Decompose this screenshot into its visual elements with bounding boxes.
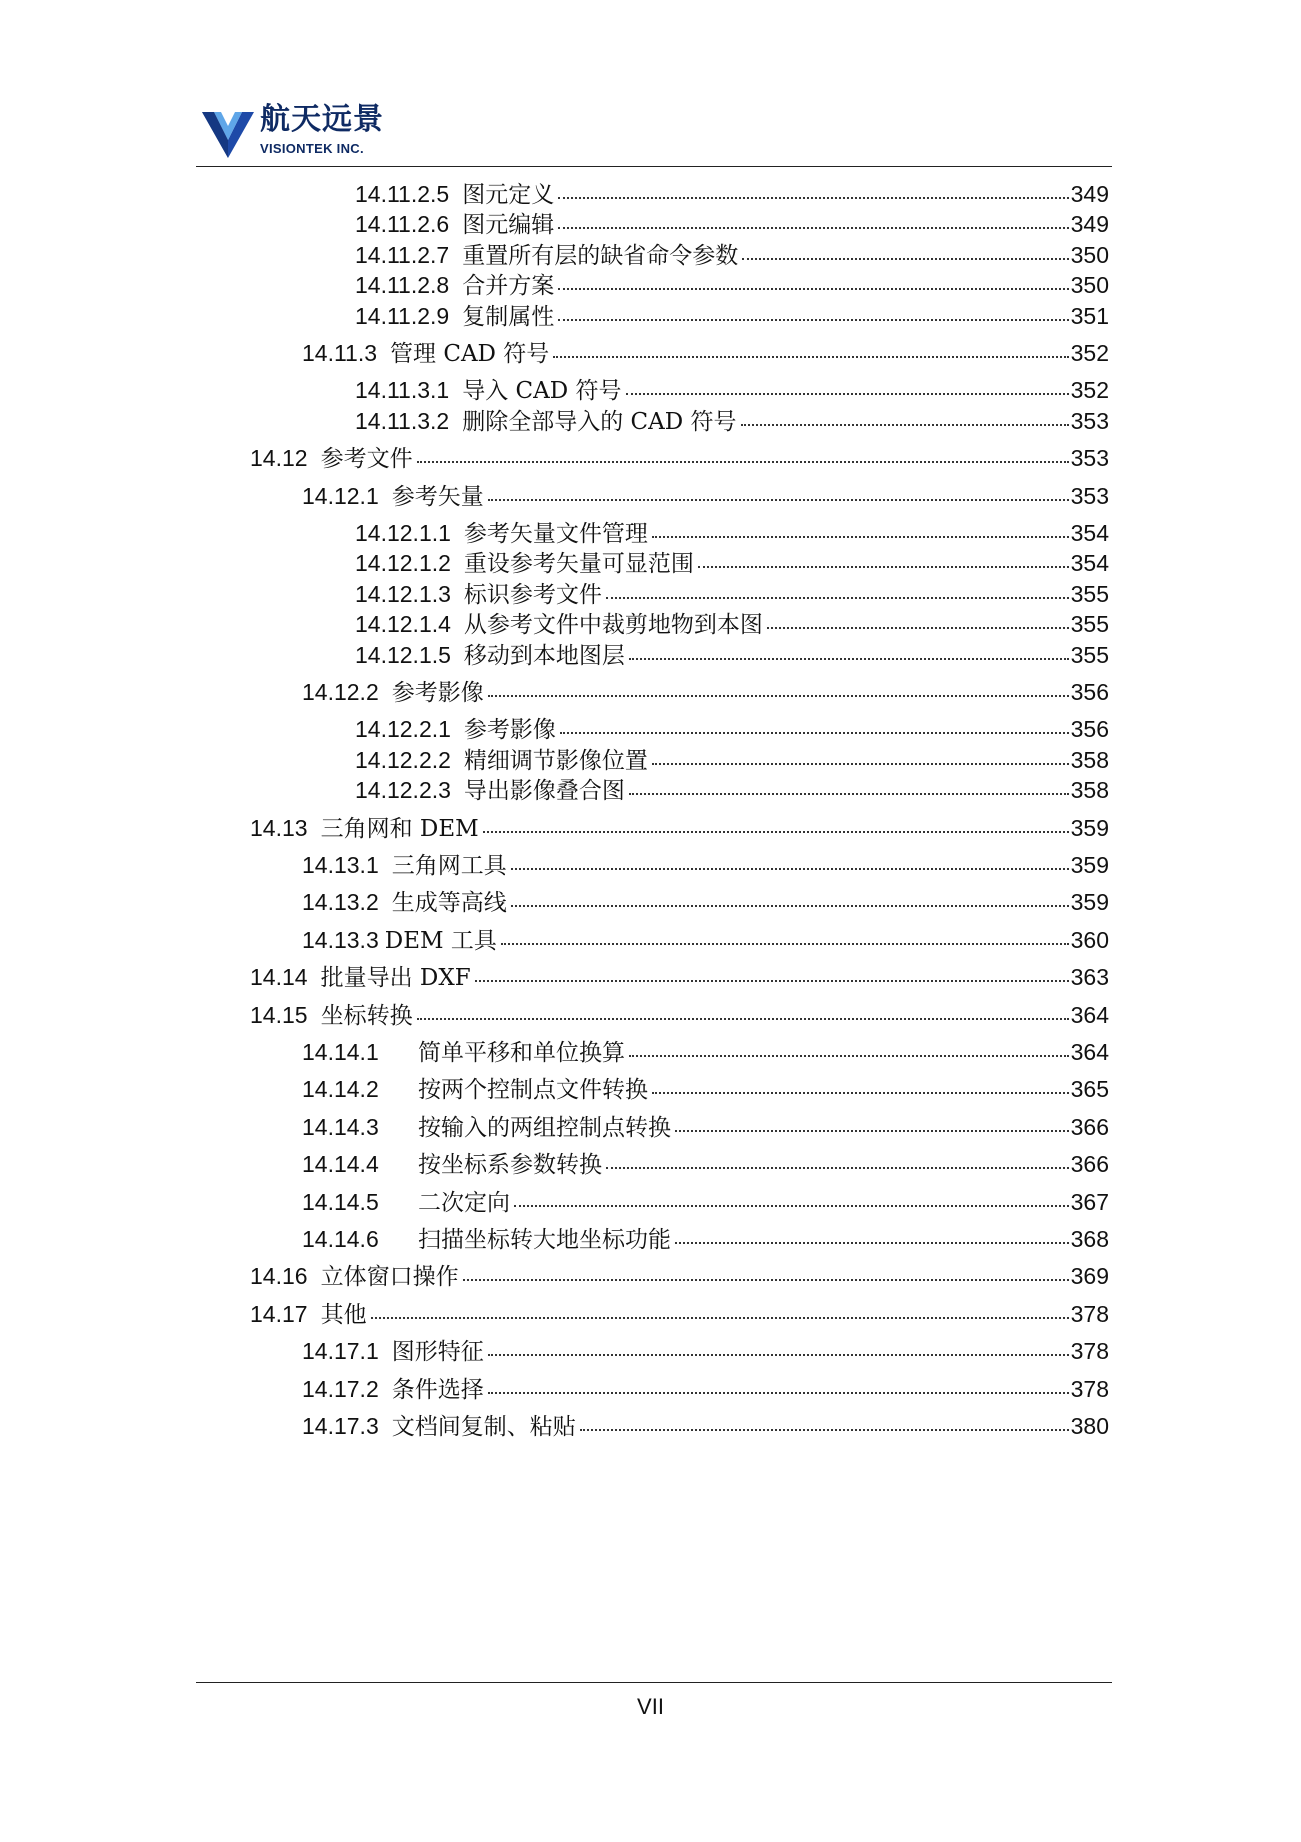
toc-entry-title: 参考文件 bbox=[320, 446, 413, 473]
toc-entry-number: 14.17.3 bbox=[302, 1413, 379, 1439]
toc-dot-leader bbox=[606, 597, 1069, 599]
toc-entry[interactable] bbox=[302, 674, 1109, 704]
toc-entry-page: 359 bbox=[1070, 852, 1109, 878]
toc-entry[interactable] bbox=[355, 403, 1109, 433]
toc-entry-title: 坐标转换 bbox=[320, 1002, 413, 1029]
toc-entry-title: 合并方案 bbox=[462, 273, 555, 300]
toc-entry[interactable] bbox=[302, 847, 1109, 877]
toc-entry[interactable] bbox=[355, 637, 1109, 667]
toc-dot-leader bbox=[675, 1130, 1069, 1132]
toc-dot-leader bbox=[558, 197, 1068, 199]
toc-dot-leader bbox=[767, 627, 1069, 629]
toc-entry-page: 350 bbox=[1070, 272, 1109, 299]
toc-entry-page: 355 bbox=[1070, 611, 1109, 638]
toc-entry[interactable] bbox=[250, 1258, 1109, 1291]
toc-entry-page: 352 bbox=[1070, 340, 1109, 366]
toc-dot-leader bbox=[742, 258, 1068, 260]
toc-dot-leader bbox=[553, 356, 1068, 358]
toc-entry-number: 14.14.4 bbox=[302, 1151, 379, 1178]
toc-entry[interactable] bbox=[355, 298, 1109, 328]
toc-entry[interactable] bbox=[355, 742, 1109, 772]
page-header bbox=[196, 100, 1112, 164]
toc-entry-number: 14.11.3 bbox=[302, 340, 378, 366]
toc-entry-title: 文档间复制、粘贴 bbox=[391, 1414, 576, 1440]
toc-entry-page: 354 bbox=[1070, 550, 1109, 577]
toc-entry-page: 349 bbox=[1070, 211, 1109, 238]
toc-entry-page: 352 bbox=[1070, 377, 1109, 404]
toc-entry-page: 353 bbox=[1070, 407, 1109, 434]
toc-entry[interactable] bbox=[302, 922, 1109, 952]
toc-dot-leader bbox=[652, 536, 1069, 538]
toc-entry-page: 349 bbox=[1070, 181, 1109, 207]
toc-entry-number: 14.14.5 bbox=[302, 1188, 379, 1215]
toc-entry-number: 14.15 bbox=[250, 1001, 308, 1028]
toc-entry[interactable] bbox=[250, 959, 1109, 992]
toc-entry-number: 14.11.2.8 bbox=[355, 272, 450, 299]
toc-entry-page: 356 bbox=[1070, 679, 1109, 705]
toc-entry-page: 378 bbox=[1070, 1375, 1109, 1402]
toc-entry-page: 354 bbox=[1070, 520, 1109, 546]
toc-entry-title: 图元编辑 bbox=[462, 212, 555, 239]
toc-entry-title: 图形特征 bbox=[391, 1339, 484, 1366]
toc-dot-leader bbox=[606, 1167, 1069, 1169]
toc-entry-page: 378 bbox=[1070, 1338, 1109, 1365]
toc-dot-leader bbox=[511, 905, 1069, 907]
toc-dot-leader bbox=[371, 1317, 1069, 1319]
toc-entry-number: 14.11.2.7 bbox=[355, 241, 450, 268]
toc-entry-page: 350 bbox=[1070, 241, 1109, 268]
toc-entry-title: 三角网和 DEM bbox=[320, 815, 479, 842]
toc-entry-page: 369 bbox=[1070, 1263, 1109, 1290]
toc-dot-leader bbox=[417, 461, 1069, 463]
toc-entry-number: 14.13 bbox=[250, 814, 308, 841]
toc-entry-number: 14.17.1 bbox=[302, 1338, 379, 1365]
toc-entry-page: 355 bbox=[1070, 580, 1109, 607]
toc-entry[interactable] bbox=[355, 711, 1109, 744]
toc-entry[interactable] bbox=[302, 1034, 1109, 1064]
toc-entry-title: 精细调节影像位置 bbox=[463, 747, 648, 774]
toc-entry-number: 14.14 bbox=[250, 964, 308, 991]
toc-entry-page: 366 bbox=[1070, 1113, 1109, 1140]
toc-entry[interactable] bbox=[302, 1333, 1109, 1366]
toc-dot-leader bbox=[463, 1279, 1069, 1281]
toc-entry-title: 重置所有层的缺省命令参数 bbox=[462, 242, 739, 269]
toc-entry-page: 366 bbox=[1070, 1151, 1109, 1178]
toc-entry-number: 14.14.2 bbox=[302, 1076, 379, 1103]
toc-entry-number: 14.11.2.9 bbox=[355, 302, 450, 329]
toc-entry-title: 参考影像 bbox=[391, 680, 484, 706]
toc-entry-number: 14.11.2.6 bbox=[355, 211, 450, 238]
toc-dot-leader bbox=[483, 831, 1069, 833]
toc-entry-number: 14.12.1 bbox=[302, 482, 379, 509]
toc-entry-page: 367 bbox=[1070, 1188, 1109, 1215]
toc-entry[interactable] bbox=[250, 440, 1109, 473]
toc-entry-number: 14.11.2.5 bbox=[355, 181, 450, 207]
toc-entry-page: 359 bbox=[1070, 814, 1109, 841]
toc-dot-leader bbox=[558, 319, 1068, 321]
toc-entry-number: 14.14.3 bbox=[302, 1113, 379, 1140]
toc-entry-page: 356 bbox=[1070, 716, 1109, 743]
toc-entry-title: 立体窗口操作 bbox=[320, 1264, 459, 1291]
toc-dot-leader bbox=[580, 1429, 1069, 1431]
toc-entry-title: 移动到本地图层 bbox=[463, 642, 625, 669]
toc-dot-leader bbox=[417, 1018, 1069, 1020]
toc-dot-leader bbox=[652, 763, 1069, 765]
toc-dot-leader bbox=[488, 1392, 1069, 1394]
toc-entry-number: 14.11.3.2 bbox=[355, 407, 450, 434]
toc-entry[interactable] bbox=[355, 606, 1109, 639]
logo-english-text: VISIONTEK INC. bbox=[260, 141, 364, 156]
toc-dot-leader bbox=[488, 695, 1069, 697]
toc-entry-number: 14.13.3 bbox=[302, 926, 379, 953]
toc-entry[interactable] bbox=[355, 372, 1109, 405]
toc-entry-title: 标识参考文件 bbox=[463, 581, 602, 608]
toc-entry-number: 14.12.1.4 bbox=[355, 611, 451, 638]
toc-entry-number: 14.17 bbox=[250, 1300, 308, 1327]
toc-entry-title: 从参考文件中裁剪地物到本图 bbox=[463, 612, 763, 639]
toc-entry-page: 351 bbox=[1070, 302, 1109, 329]
toc-entry-title: 按两个控制点文件转换 bbox=[418, 1077, 648, 1104]
toc-entry[interactable] bbox=[302, 1408, 1109, 1438]
toc-entry-title: 其他 bbox=[320, 1301, 367, 1328]
toc-entry-title: 按坐标系参数转换 bbox=[418, 1152, 602, 1179]
toc-dot-leader bbox=[511, 868, 1069, 870]
toc-entry-title: 扫描坐标转大地坐标功能 bbox=[418, 1227, 671, 1253]
toc-dot-leader bbox=[501, 943, 1069, 945]
toc-entry-number: 14.14.6 bbox=[302, 1226, 379, 1252]
toc-entry-title: 批量导出 DXF bbox=[320, 965, 471, 992]
toc-entry-page: 358 bbox=[1070, 746, 1109, 773]
toc-entry-page: 360 bbox=[1070, 926, 1109, 953]
toc-entry[interactable] bbox=[302, 884, 1109, 917]
toc-entry-title: 参考矢量 bbox=[391, 483, 484, 510]
toc-entry-page: 359 bbox=[1070, 889, 1109, 916]
toc-entry-title: 图元定义 bbox=[462, 182, 555, 208]
toc-dot-leader bbox=[629, 1055, 1069, 1057]
toc-entry-page: 364 bbox=[1070, 1039, 1109, 1065]
toc-entry-title: 导出影像叠合图 bbox=[463, 778, 625, 805]
toc-entry[interactable] bbox=[302, 1184, 1109, 1214]
toc-entry-title: 复制属性 bbox=[462, 303, 555, 330]
toc-entry[interactable] bbox=[302, 335, 1109, 365]
toc-entry-title: 导入 CAD 符号 bbox=[462, 378, 622, 405]
toc-entry-title: 按输入的两组控制点转换 bbox=[418, 1114, 671, 1141]
toc-entry[interactable] bbox=[355, 772, 1109, 805]
logo-chinese-text: 航天远景 bbox=[260, 102, 384, 137]
toc-entry-number: 14.12.2.3 bbox=[355, 777, 451, 804]
toc-entry-page: 378 bbox=[1070, 1300, 1109, 1327]
toc-entry-number: 14.12.1.1 bbox=[355, 520, 451, 546]
toc-dot-leader bbox=[629, 793, 1069, 795]
toc-dot-leader bbox=[558, 227, 1068, 229]
toc-entry-title: 简单平移和单位换算 bbox=[418, 1040, 625, 1066]
toc-entry-number: 14.13.2 bbox=[302, 889, 379, 916]
toc-entry[interactable] bbox=[302, 1371, 1109, 1401]
toc-dot-leader bbox=[741, 424, 1069, 426]
toc-entry-title: 重设参考矢量可显范围 bbox=[463, 551, 694, 578]
toc-entry-number: 14.12.1.2 bbox=[355, 550, 451, 577]
toc-entry-page: 368 bbox=[1070, 1226, 1109, 1252]
toc-entry[interactable] bbox=[302, 1109, 1109, 1139]
toc-entry-number: 14.12 bbox=[250, 445, 308, 472]
toc-entry[interactable] bbox=[302, 1071, 1109, 1104]
footer-rule bbox=[196, 1682, 1112, 1683]
toc-entry-number: 14.16 bbox=[250, 1263, 308, 1290]
toc-entry[interactable] bbox=[302, 1146, 1109, 1179]
toc-dot-leader bbox=[488, 499, 1069, 501]
toc-entry-number: 14.12.1.5 bbox=[355, 641, 451, 668]
toc-entry-title: 参考影像 bbox=[463, 717, 556, 744]
toc-entry[interactable] bbox=[355, 206, 1109, 239]
toc-entry[interactable] bbox=[302, 478, 1109, 508]
toc-entry-page: 380 bbox=[1070, 1413, 1109, 1439]
toc-entry-page: 358 bbox=[1070, 777, 1109, 804]
toc-dot-leader bbox=[652, 1092, 1069, 1094]
toc-entry-number: 14.11.3.1 bbox=[355, 377, 450, 404]
toc-entry[interactable] bbox=[250, 997, 1109, 1027]
toc-entry-page: 363 bbox=[1070, 964, 1109, 991]
toc-dot-leader bbox=[626, 393, 1069, 395]
toc-entry[interactable] bbox=[302, 1221, 1109, 1251]
toc-entry-page: 353 bbox=[1070, 482, 1109, 509]
visiontek-logo-icon bbox=[202, 108, 254, 160]
toc-entry[interactable] bbox=[355, 515, 1109, 545]
toc-entry-title: DEM 工具 bbox=[384, 927, 497, 954]
toc-entry-number: 14.12.1.3 bbox=[355, 580, 451, 607]
header-rule bbox=[196, 166, 1112, 167]
toc-dot-leader bbox=[629, 658, 1069, 660]
toc-entry-number: 14.12.2.1 bbox=[355, 716, 451, 743]
toc-entry-number: 14.13.1 bbox=[302, 852, 379, 878]
toc-entry[interactable] bbox=[250, 810, 1109, 840]
toc-dot-leader bbox=[488, 1354, 1069, 1356]
toc-entry-number: 14.12.2.2 bbox=[355, 746, 451, 773]
toc-dot-leader bbox=[675, 1242, 1069, 1244]
toc-entry-number: 14.12.2 bbox=[302, 679, 379, 705]
toc-entry-page: 355 bbox=[1070, 641, 1109, 668]
page-number: VII bbox=[637, 1694, 664, 1719]
toc-entry-page: 365 bbox=[1070, 1076, 1109, 1103]
toc-entry-title: 删除全部导入的 CAD 符号 bbox=[462, 408, 737, 435]
toc-entry-title: 管理 CAD 符号 bbox=[390, 341, 550, 367]
toc-entry-number: 14.14.1 bbox=[302, 1039, 379, 1065]
toc-entry-title: 二次定向 bbox=[418, 1189, 510, 1216]
toc-entry-title: 条件选择 bbox=[391, 1376, 484, 1403]
toc-entry[interactable] bbox=[355, 267, 1109, 300]
toc-dot-leader bbox=[514, 1205, 1069, 1207]
toc-entry[interactable] bbox=[355, 576, 1109, 606]
toc-dot-leader bbox=[475, 980, 1069, 982]
toc-entry[interactable] bbox=[250, 1296, 1109, 1326]
toc-entry-page: 364 bbox=[1070, 1001, 1109, 1028]
toc-entry[interactable] bbox=[355, 237, 1109, 267]
toc-entry-title: 参考矢量文件管理 bbox=[463, 521, 648, 547]
toc-entry-title: 三角网工具 bbox=[391, 853, 507, 879]
toc-entry-title: 生成等高线 bbox=[391, 890, 507, 917]
toc-entry-number: 14.17.2 bbox=[302, 1375, 379, 1402]
toc-entry-page: 353 bbox=[1070, 445, 1109, 472]
toc-dot-leader bbox=[698, 566, 1069, 568]
toc-entry[interactable] bbox=[355, 176, 1109, 206]
toc-dot-leader bbox=[560, 732, 1069, 734]
toc-dot-leader bbox=[558, 288, 1068, 290]
toc-entry[interactable] bbox=[355, 545, 1109, 578]
